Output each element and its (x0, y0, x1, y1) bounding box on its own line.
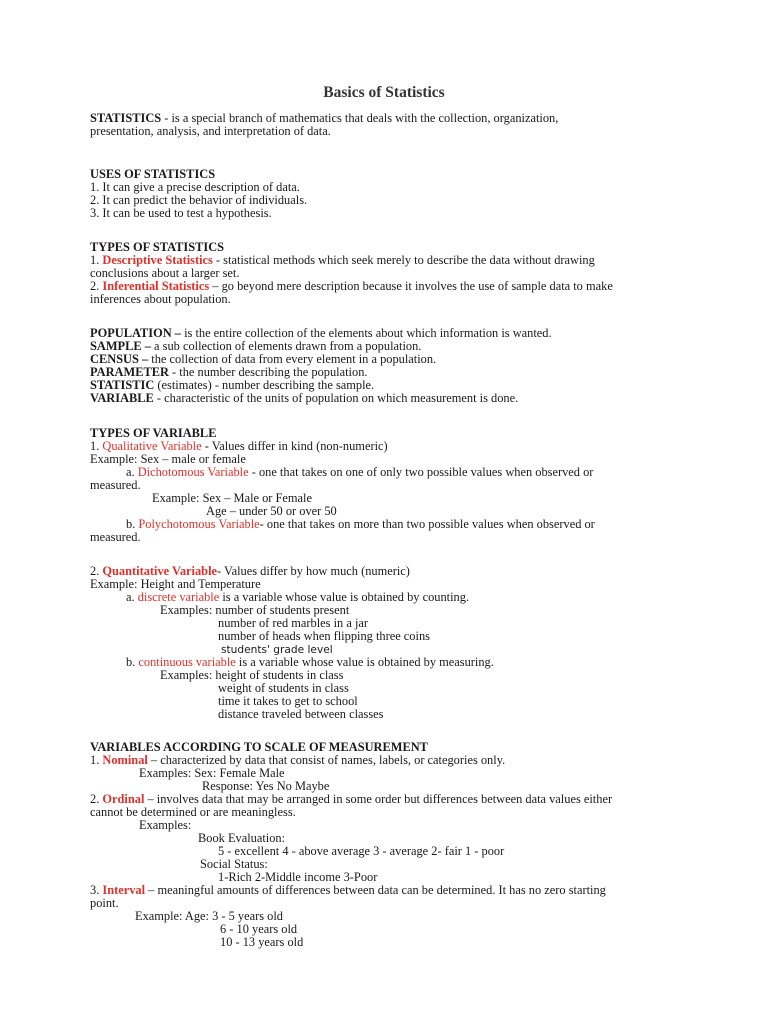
nominal-example-1: Examples: Sex: Female Male (139, 766, 285, 780)
discrete-term: discrete variable (137, 590, 220, 604)
sub-label: b. (126, 517, 139, 531)
example-item: time it takes to get to school (218, 694, 358, 708)
polychotomous-term: Polychotomous Variable (138, 517, 260, 531)
nominal-term: Nominal (102, 753, 148, 767)
examples-label: Examples: (160, 668, 216, 682)
ordinal-book-scale: 5 - excellent 4 - above average 3 - average 2- fair 1 - poor (218, 844, 505, 858)
statistics-def-text: - is a special branch of mathematics that deals with the collection, organization, (161, 111, 559, 125)
variable-types-heading: TYPES OF VARIABLE (90, 426, 217, 440)
example-item: number of red marbles in a jar (218, 616, 369, 630)
term-def: - the number describing the population. (168, 365, 368, 379)
term-def: - characteristic of the units of population on which measurement is done. (153, 391, 519, 405)
polychotomous-def: - one that takes on more than two possible values when observed or (259, 517, 595, 531)
interval-example-3: 10 - 13 years old (220, 935, 304, 949)
sub-label: a. (126, 590, 138, 604)
interval-example-2: 6 - 10 years old (220, 922, 298, 936)
sub-label: a. (126, 465, 138, 479)
dichotomous-example-2: Age – under 50 or over 50 (206, 504, 337, 518)
ordinal-social-scale: 1-Rich 2-Middle income 3-Poor (218, 870, 378, 884)
ordinal-book-label: Book Evaluation: (198, 831, 286, 845)
term-label: POPULATION – (90, 326, 181, 340)
qualitative-term: Qualitative Variable (102, 439, 202, 453)
term-def: the collection of data from every element in a population. (148, 352, 437, 366)
inferential-line2: inferences about population. (90, 292, 231, 306)
descriptive-def: - statistical methods which seek merely to describe the data without drawing (212, 253, 595, 267)
term-label: CENSUS – (90, 352, 149, 366)
dichotomous-example-1: Example: Sex – Male or Female (152, 491, 313, 505)
discrete-def: is a variable whose value is obtained by counting. (219, 590, 470, 604)
ordinal-term: Ordinal (102, 792, 145, 806)
term-label: SAMPLE – (90, 339, 151, 353)
quantitative-term: Quantitative Variable (102, 564, 218, 578)
continuous-term: continuous variable (138, 655, 236, 669)
list-number: 1. (90, 439, 103, 453)
quantitative-def: - Values differ by how much (numeric) (217, 564, 410, 578)
descriptive-line2: conclusions about a larger set. (90, 266, 240, 280)
interval-def: – meaningful amounts of differences between data can be determined. It has no zero starting (145, 883, 606, 897)
list-number: 2. (90, 279, 103, 293)
term-label: STATISTIC (90, 378, 155, 392)
uses-item-2: 2. It can predict the behavior of individuals. (90, 193, 308, 207)
example-item: height of students in class (215, 668, 344, 682)
dichotomous-line1 (126, 466, 593, 479)
dichotomous-line2: measured. (90, 478, 141, 492)
ordinal-examples-label: Examples: (139, 818, 192, 832)
term-label: PARAMETER (90, 365, 169, 379)
list-number: 1. (90, 753, 103, 767)
scale-heading: VARIABLES ACCORDING TO SCALE OF MEASUREMENT (90, 740, 428, 754)
sub-label: b. (126, 655, 139, 669)
uses-item-1: 1. It can give a precise description of data. (90, 180, 300, 194)
list-number: 2. (90, 792, 103, 806)
example-item: number of heads when flipping three coins (218, 629, 430, 643)
examples-label: Examples: (160, 603, 216, 617)
continuous-def: is a variable whose value is obtained by measuring. (235, 655, 494, 669)
inferential-def: – go beyond mere description because it involves the use of sample data to make (209, 279, 613, 293)
qualitative-def: - Values differ in kind (non-numeric) (201, 439, 388, 453)
statistics-term: STATISTICS (90, 111, 162, 125)
interval-line2: point. (90, 896, 119, 910)
example-item: number of students present (215, 603, 350, 617)
inferential-term: Inferential Statistics (102, 279, 210, 293)
interval-example-1: Example: Age: 3 - 5 years old (135, 909, 283, 923)
polychotomous-line1 (126, 518, 595, 531)
dichotomous-def: - one that takes on one of only two possible values when observed or (248, 465, 594, 479)
interval-line1 (90, 884, 606, 897)
ordinal-line2: cannot be determined or are meaningless. (90, 805, 296, 819)
example-item: distance traveled between classes (218, 707, 384, 721)
uses-heading: USES OF STATISTICS (90, 167, 216, 181)
dichotomous-term: Dichotomous Variable (137, 465, 249, 479)
list-number: 3. (90, 883, 103, 897)
uses-item-3: 3. It can be used to test a hypothesis. (90, 206, 272, 220)
term-variable (90, 392, 518, 405)
descriptive-term: Descriptive Statistics (102, 253, 213, 267)
term-def: a sub collection of elements drawn from a population. (150, 339, 422, 353)
nominal-example-2: Response: Yes No Maybe (202, 779, 330, 793)
types-heading: TYPES OF STATISTICS (90, 240, 225, 254)
interval-term: Interval (102, 883, 146, 897)
example-item: weight of students in class (218, 681, 349, 695)
term-label: VARIABLE (90, 391, 154, 405)
list-number: 1. (90, 253, 103, 267)
page-title: Basics of Statistics (323, 84, 445, 101)
statistics-definition-line2: presentation, analysis, and interpretation of data. (90, 124, 331, 138)
term-def: is the entire collection of the elements about which information is wanted. (180, 326, 552, 340)
term-def: (estimates) - number describing the sample. (154, 378, 375, 392)
nominal-def: – characterized by data that consist of names, labels, or categories only. (147, 753, 506, 767)
example-item: students' grade level (221, 644, 333, 656)
quantitative-example: Example: Height and Temperature (90, 577, 261, 591)
list-number: 2. (90, 564, 103, 578)
ordinal-social-label: Social Status: (200, 857, 268, 871)
ordinal-def: – involves data that may be arranged in some order but differences between data values either (144, 792, 613, 806)
polychotomous-line2: measured. (90, 530, 141, 544)
qualitative-example: Example: Sex – male or female (90, 452, 246, 466)
